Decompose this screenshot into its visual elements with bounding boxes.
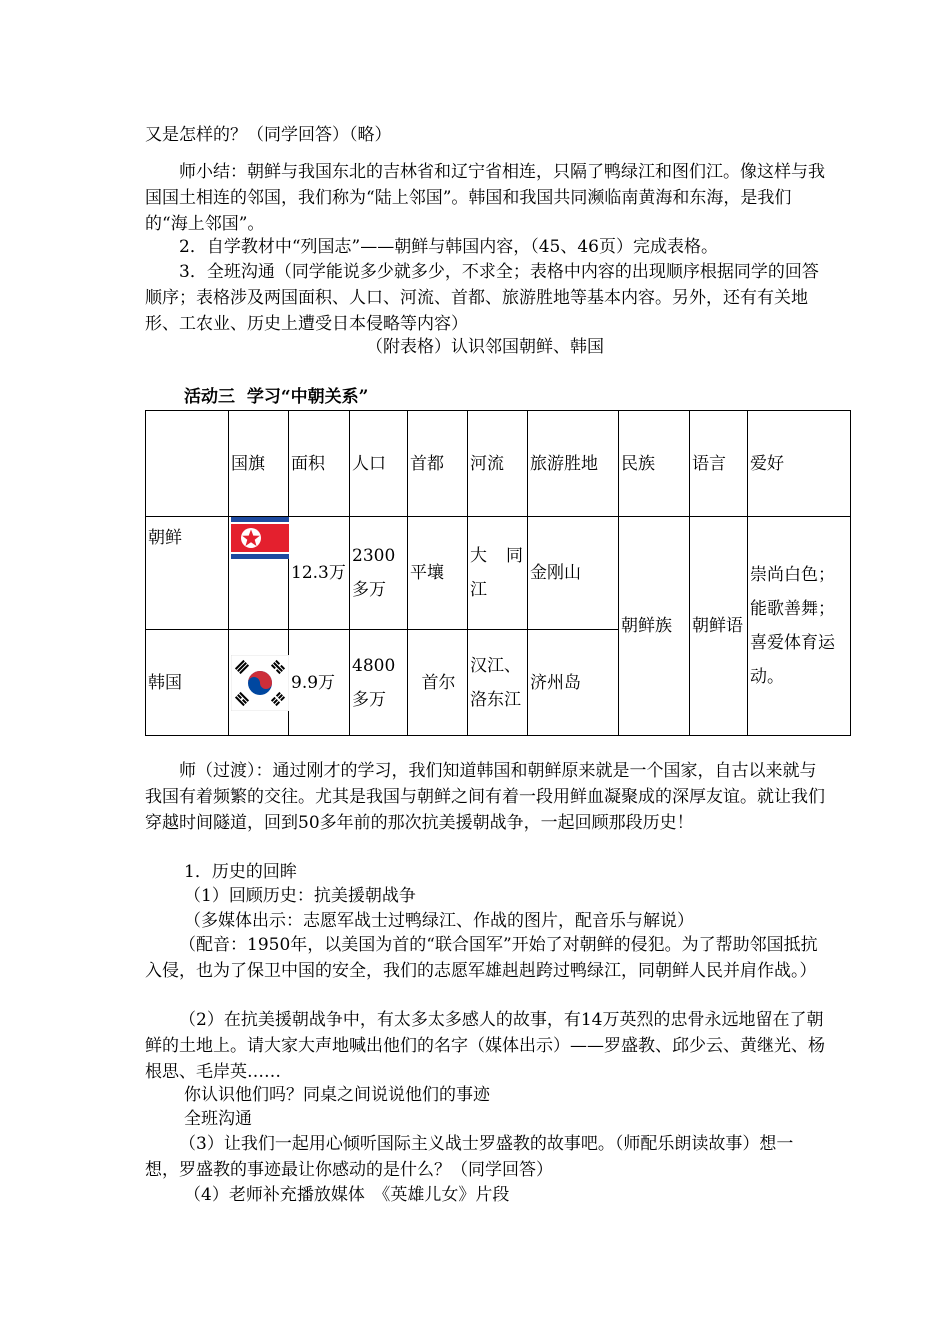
population-north-korea-line2: 多万 bbox=[352, 580, 386, 600]
population-north-korea-line1: 2300 bbox=[352, 546, 396, 566]
paragraph-voiceover: （配音：1950年，以美国为首的“联合国军”开始了对朝鲜的侵犯。为了帮助邻国抵抗入侵，也为了保卫中国的安全，我们的志愿军雄赳赳跨过鸭绿江，同朝鲜人民并肩作战。） bbox=[145, 935, 818, 981]
header-cell-capital: 首都 bbox=[408, 411, 468, 517]
paragraph-continued: 又是怎样的？（同学回答）（略） bbox=[145, 125, 392, 145]
river-south-korea-line1: 汉江、 bbox=[470, 655, 521, 676]
hobby-line2: 能歌善舞； bbox=[750, 599, 835, 619]
paragraph-luo-shengjiao: （3）让我们一起用心倾听国际主义战士罗盛教的故事吧。（师配乐朗读故事）想一想，罗盛教的事迹最让你感动的是什么？（同学回答） bbox=[145, 1134, 794, 1180]
river-north-korea-char-a: 大 bbox=[470, 546, 487, 566]
language-shared: 朝鲜语 bbox=[690, 517, 748, 736]
header-cell-flag: 国旗 bbox=[229, 411, 289, 517]
hobby-line3: 喜爱体育运 bbox=[750, 633, 835, 653]
item-discuss-heroes: 你认识他们吗？同桌之间说说他们的事迹 bbox=[184, 1085, 490, 1105]
ethnic-shared: 朝鲜族 bbox=[619, 517, 690, 736]
population-south-korea bbox=[350, 630, 408, 736]
population-north-korea bbox=[350, 517, 408, 630]
hobby-shared bbox=[748, 517, 851, 736]
item-supplement-media: （4）老师补充播放媒体 《英雄儿女》片段 bbox=[184, 1185, 510, 1205]
hobby-line4: 动。 bbox=[750, 667, 784, 687]
north-korea-flag-icon bbox=[231, 517, 289, 559]
south-korea-flag-icon bbox=[231, 655, 289, 711]
item-class-communication: 全班沟通 bbox=[184, 1109, 252, 1129]
table-row-north-korea bbox=[146, 517, 851, 630]
header-cell-attraction: 旅游胜地 bbox=[528, 411, 619, 517]
population-south-korea-line2: 多万 bbox=[352, 689, 386, 710]
area-north-korea: 12.3万 bbox=[289, 517, 350, 630]
flag-cell-north-korea bbox=[229, 517, 289, 630]
river-north-korea bbox=[468, 517, 528, 630]
capital-south-korea: 首尔 bbox=[408, 630, 468, 736]
heading-history-review: 1．历史的回眸 bbox=[184, 862, 297, 882]
area-south-korea: 9.9万 bbox=[289, 630, 350, 736]
population-south-korea-line1: 4800 bbox=[352, 655, 396, 676]
paragraph-summary: 师小结：朝鲜与我国东北的吉林省和辽宁省相连，只隔了鸭绿江和图们江。像这样与我国国土相连的邻国，我们称为“陆上邻国”。韩国和我国共同濒临南黄海和东海，是我们的“海上邻国”。 bbox=[145, 162, 825, 234]
header-cell-area: 面积 bbox=[289, 411, 350, 517]
item-review-history: （1）回顾历史：抗美援朝战争 bbox=[184, 886, 416, 906]
country-name-south-korea: 韩国 bbox=[146, 630, 229, 736]
header-cell-population: 人口 bbox=[350, 411, 408, 517]
paragraph-class-communication: 3．全班沟通（同学能说多少就多少，不求全；表格中内容的出现顺序根据同学的回答顺序；表格涉及两国面积、人口、河流、首都、旅游胜地等基本内容。另外，还有有关地形、工农业、历史上遭受日本侵略等内容） bbox=[145, 262, 819, 334]
capital-north-korea: 平壤 bbox=[408, 517, 468, 630]
paragraph-self-study: 2．自学教材中“列国志”——朝鲜与韩国内容，（45、46页）完成表格。 bbox=[179, 237, 718, 257]
attraction-south-korea: 济州岛 bbox=[528, 630, 619, 736]
header-cell-language: 语言 bbox=[690, 411, 748, 517]
river-south-korea-line2: 洛东江 bbox=[470, 689, 521, 710]
paragraph-heroes: （2）在抗美援朝战争中，有太多太多感人的故事，有14万英烈的忠骨永远地留在了朝鲜的土地上。请大家大声地喊出他们的名字（媒体出示）——罗盛教、邱少云、黄继光、杨根思、毛岸英…… bbox=[145, 1010, 825, 1082]
hobby-line1: 崇尚白色； bbox=[750, 565, 835, 585]
paragraph-transition: 师（过渡）：通过刚才的学习，我们知道韩国和朝鲜原来就是一个国家，自古以来就与我国有着频繁的交往。尤其是我国与朝鲜之间有着一段用鲜血凝聚成的深厚友谊。就让我们穿越时间隧道，回到50多年前的那次抗美援朝战争，一起回顾那段历史！ bbox=[145, 761, 825, 833]
country-name-north-korea: 朝鲜 bbox=[146, 517, 229, 630]
header-cell-ethnic: 民族 bbox=[619, 411, 690, 517]
river-north-korea-char-b: 同 bbox=[506, 546, 523, 566]
neighbor-countries-table bbox=[145, 410, 851, 736]
river-south-korea bbox=[468, 630, 528, 736]
header-cell-hobby: 爱好 bbox=[748, 411, 851, 517]
river-north-korea-line1 bbox=[470, 539, 527, 573]
attraction-north-korea: 金刚山 bbox=[528, 517, 619, 630]
header-cell-empty bbox=[146, 411, 229, 517]
river-north-korea-line2: 江 bbox=[470, 580, 487, 600]
flag-cell-south-korea bbox=[229, 630, 289, 736]
activity-heading: 活动三 学习“中朝关系” bbox=[184, 387, 369, 407]
table-caption: （附表格）认识邻国朝鲜、韩国 bbox=[366, 337, 604, 357]
table-header-row bbox=[146, 411, 851, 517]
header-cell-river: 河流 bbox=[468, 411, 528, 517]
item-multimedia: （多媒体出示：志愿军战士过鸭绿江、作战的图片，配音乐与解说） bbox=[184, 911, 694, 931]
